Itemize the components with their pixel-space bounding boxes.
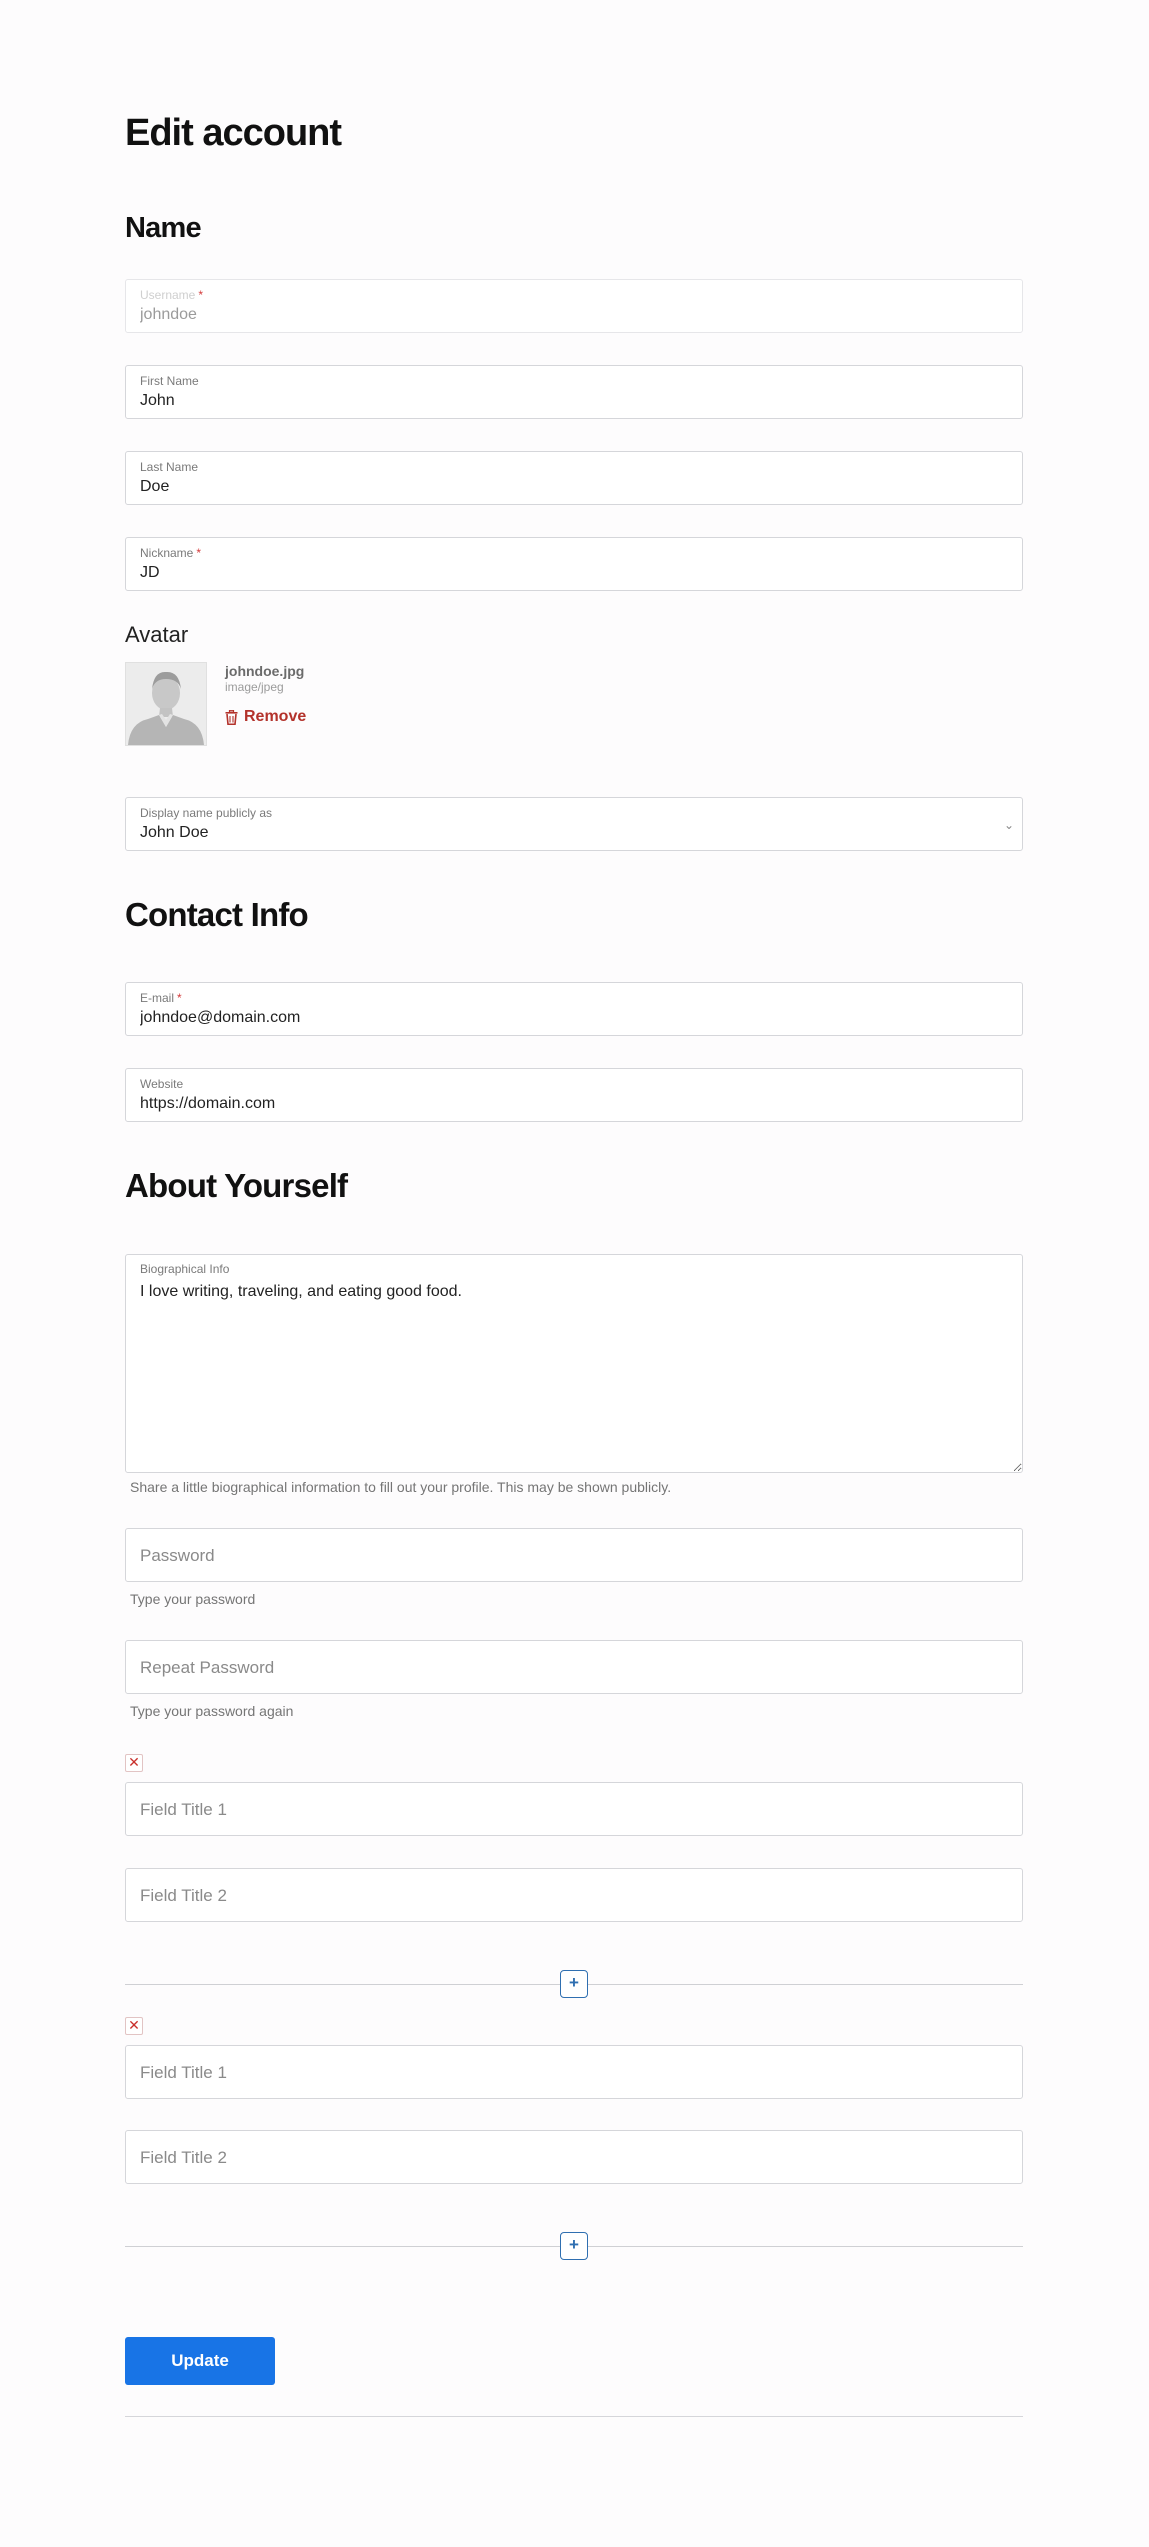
remove-group-button[interactable]: ✕ [125, 1754, 143, 1772]
avatar-image [125, 662, 207, 746]
repeater-field-placeholder: Field Title 2 [140, 2148, 227, 2167]
add-group-button[interactable]: + [560, 1970, 588, 1998]
divider [125, 2416, 1023, 2417]
required-marker: * [198, 288, 204, 302]
display-name-label: Display name publicly as [140, 806, 273, 820]
nickname-input[interactable] [140, 564, 1000, 582]
section-title-name: Name [125, 212, 201, 244]
nickname-label: Nickname [140, 546, 194, 560]
repeat-password-field[interactable] [125, 1640, 1023, 1694]
first-name-field[interactable] [125, 365, 1023, 419]
website-label: Website [140, 1077, 184, 1091]
website-input[interactable] [140, 1095, 1000, 1113]
last-name-input[interactable] [140, 478, 1000, 496]
repeater-field-1[interactable] [125, 1782, 1023, 1836]
repeater-field-placeholder: Field Title 1 [140, 2063, 227, 2082]
chevron-down-icon: ⌄ [1003, 818, 1014, 832]
first-name-input[interactable] [140, 392, 1000, 410]
remove-avatar-button[interactable] [225, 708, 306, 726]
required-marker: * [177, 991, 182, 1005]
display-name-select[interactable] [125, 797, 1023, 851]
password-field[interactable] [125, 1528, 1023, 1582]
remove-group-button[interactable]: ✕ [125, 2017, 143, 2035]
section-title-contact: Contact Info [125, 896, 308, 933]
display-name-value: John Doe [140, 824, 209, 841]
repeater-field-2[interactable] [125, 1868, 1023, 1922]
avatar-file-type: image/jpeg [225, 680, 284, 694]
update-button[interactable]: Update [125, 2337, 275, 2385]
nickname-field[interactable] [125, 537, 1023, 591]
first-name-label: First Name [140, 374, 199, 388]
repeater-field-placeholder: Field Title 1 [140, 1800, 227, 1819]
avatar-silhouette-icon [126, 663, 206, 745]
last-name-label: Last Name [140, 460, 199, 474]
email-label: E-mail [140, 991, 175, 1005]
repeat-password-placeholder: Repeat Password [140, 1658, 275, 1677]
remove-avatar-label: Remove [244, 708, 307, 725]
last-name-field[interactable] [125, 451, 1023, 505]
bio-textarea[interactable] [125, 1254, 1023, 1473]
required-marker: * [196, 546, 202, 560]
repeater-field-placeholder: Field Title 2 [140, 1886, 227, 1905]
repeater-field-2[interactable] [125, 2130, 1023, 2184]
email-input[interactable] [140, 1009, 1000, 1027]
password-placeholder: Password [140, 1546, 215, 1565]
page-title: Edit account [125, 112, 342, 154]
avatar-file-name: johndoe.jpg [225, 663, 305, 679]
repeater-field-1[interactable] [125, 2045, 1023, 2099]
trash-icon [225, 710, 238, 725]
username-label: Username [140, 288, 196, 302]
website-field[interactable] [125, 1068, 1023, 1122]
repeat-password-help-text: Type your password again [130, 1703, 294, 1719]
username-input [140, 306, 1000, 324]
username-field [125, 279, 1023, 333]
avatar-label: Avatar [125, 622, 189, 647]
bio-help-text: Share a little biographical information to fill out your profile. This may be shown publicly. [130, 1479, 672, 1495]
password-help-text: Type your password [130, 1591, 256, 1607]
bio-label: Biographical Info [140, 1262, 230, 1276]
add-group-button[interactable]: + [560, 2232, 588, 2260]
email-field[interactable] [125, 982, 1023, 1036]
section-title-about: About Yourself [125, 1167, 348, 1204]
